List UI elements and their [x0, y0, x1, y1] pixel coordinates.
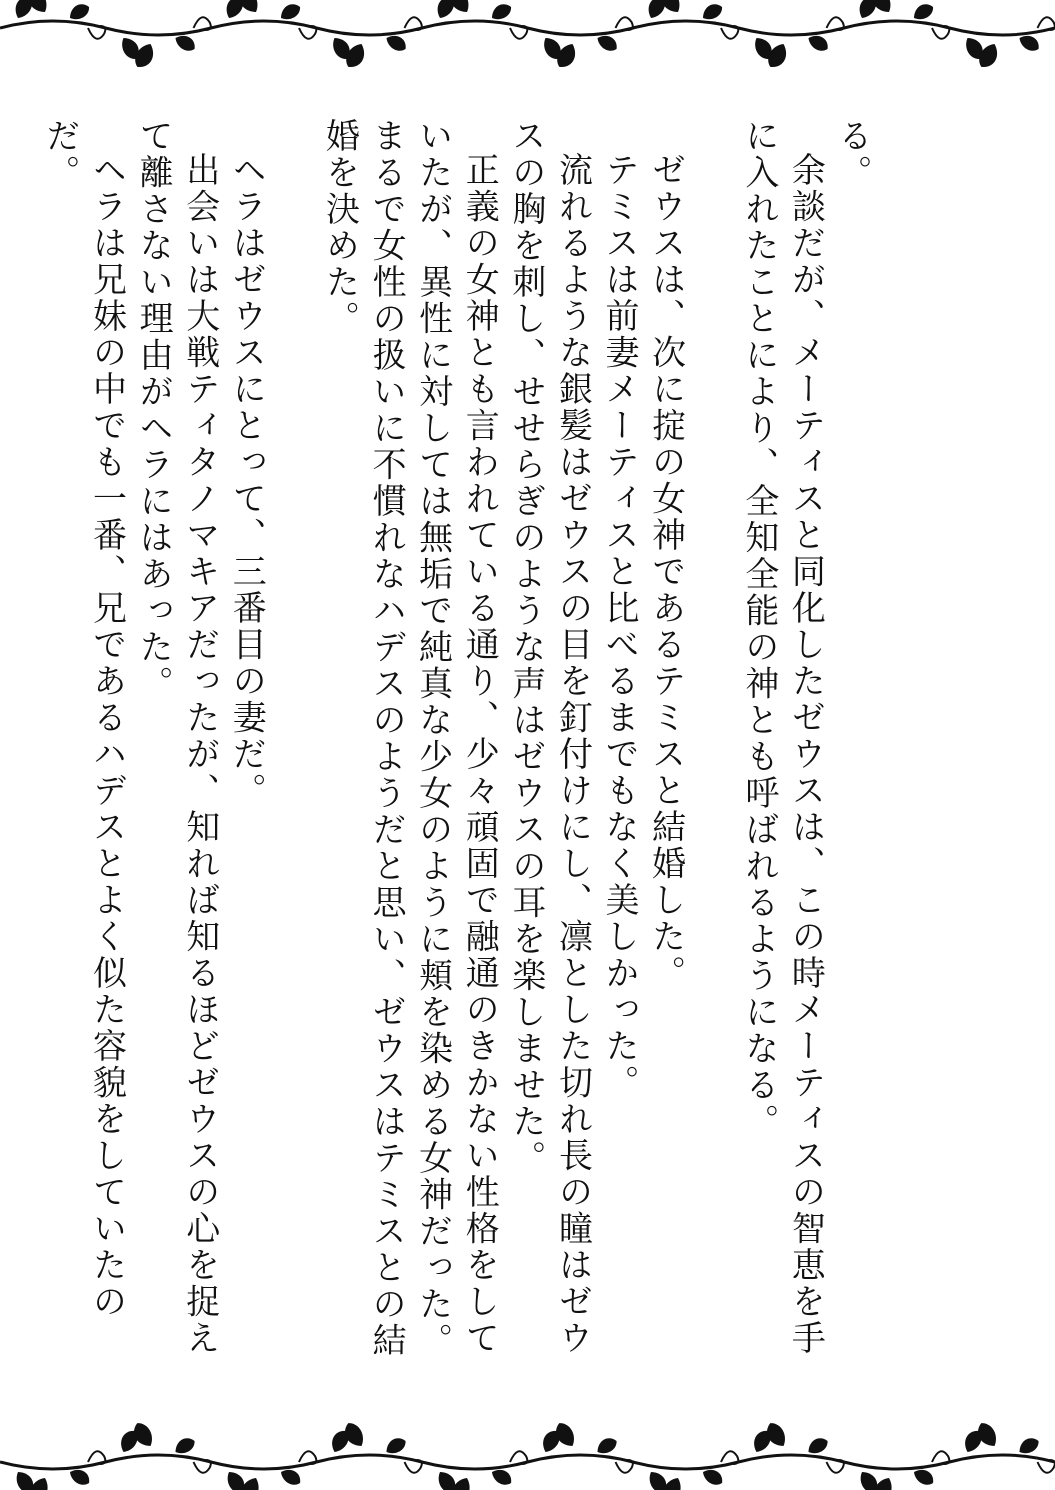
paragraph-gap	[269, 118, 316, 1378]
leaf-icon	[66, 1, 92, 24]
vine-ornament-icon	[0, 1420, 1055, 1490]
paragraph-hera-resemblance: ヘラは兄妹の中でも一番、兄であるハデスとよく似た容貌をしていたのだ。	[39, 118, 127, 1320]
vine-ornament-icon	[0, 0, 1055, 70]
top-vine-border	[0, 0, 1055, 70]
leaf-icon	[910, 1, 936, 24]
paragraph-gap	[689, 118, 736, 1378]
leaf-icon	[594, 1435, 620, 1458]
vertical-text-body	[36, 118, 875, 1378]
leaf-icon	[383, 1435, 409, 1458]
paragraph-aside: 余談だが、メーティスと同化したゼウスは、この時メーティスの智恵を手に入れたことにより、全知全能の神とも呼ばれるようになる。	[738, 118, 826, 1357]
leaf-icon	[699, 1, 725, 24]
leaf-icon	[172, 1435, 198, 1458]
paragraph-hera-meeting: 出会いは大戦ティタノマキアだったが、知れば知るほどゼウスの心を捉えて離さない理由がヘラにはあった。	[133, 118, 220, 1357]
paragraph-themis-marriage: ゼウスは、次に掟の女神であるテミスと結婚した。	[645, 152, 686, 992]
paragraph-hera-third-wife: ヘラはゼウスにとって、三番目の妻だ。	[226, 152, 267, 809]
leaf-icon	[805, 1435, 831, 1458]
paragraph-continuation: る。	[832, 118, 872, 191]
leaf-icon	[488, 1, 514, 24]
paragraph-themis-beauty: テミスは前妻メーティスと比べるまでもなく美しかった。	[599, 152, 640, 1101]
leaf-icon	[1016, 1435, 1042, 1458]
paragraph-themis-features: 流れるような銀髪はゼウスの目を釘付けにし、凛とした切れ長の瞳はゼウスの胸を刺し、せせらぎのような声はゼウスの耳を楽しませた。	[505, 118, 593, 1357]
bottom-vine-border	[0, 1420, 1055, 1490]
paragraph-themis-character: 正義の女神とも言われている通り、少々頑固で融通のきかない性格をしていたが、異性に対しては無垢で純真な少女のように頬を染める女神だった。まるで女性の扱いに不慣れなハデスのようだと思い、ゼウスはテミスとの結婚を決めた。	[319, 118, 500, 1359]
leaf-icon	[277, 1, 303, 24]
